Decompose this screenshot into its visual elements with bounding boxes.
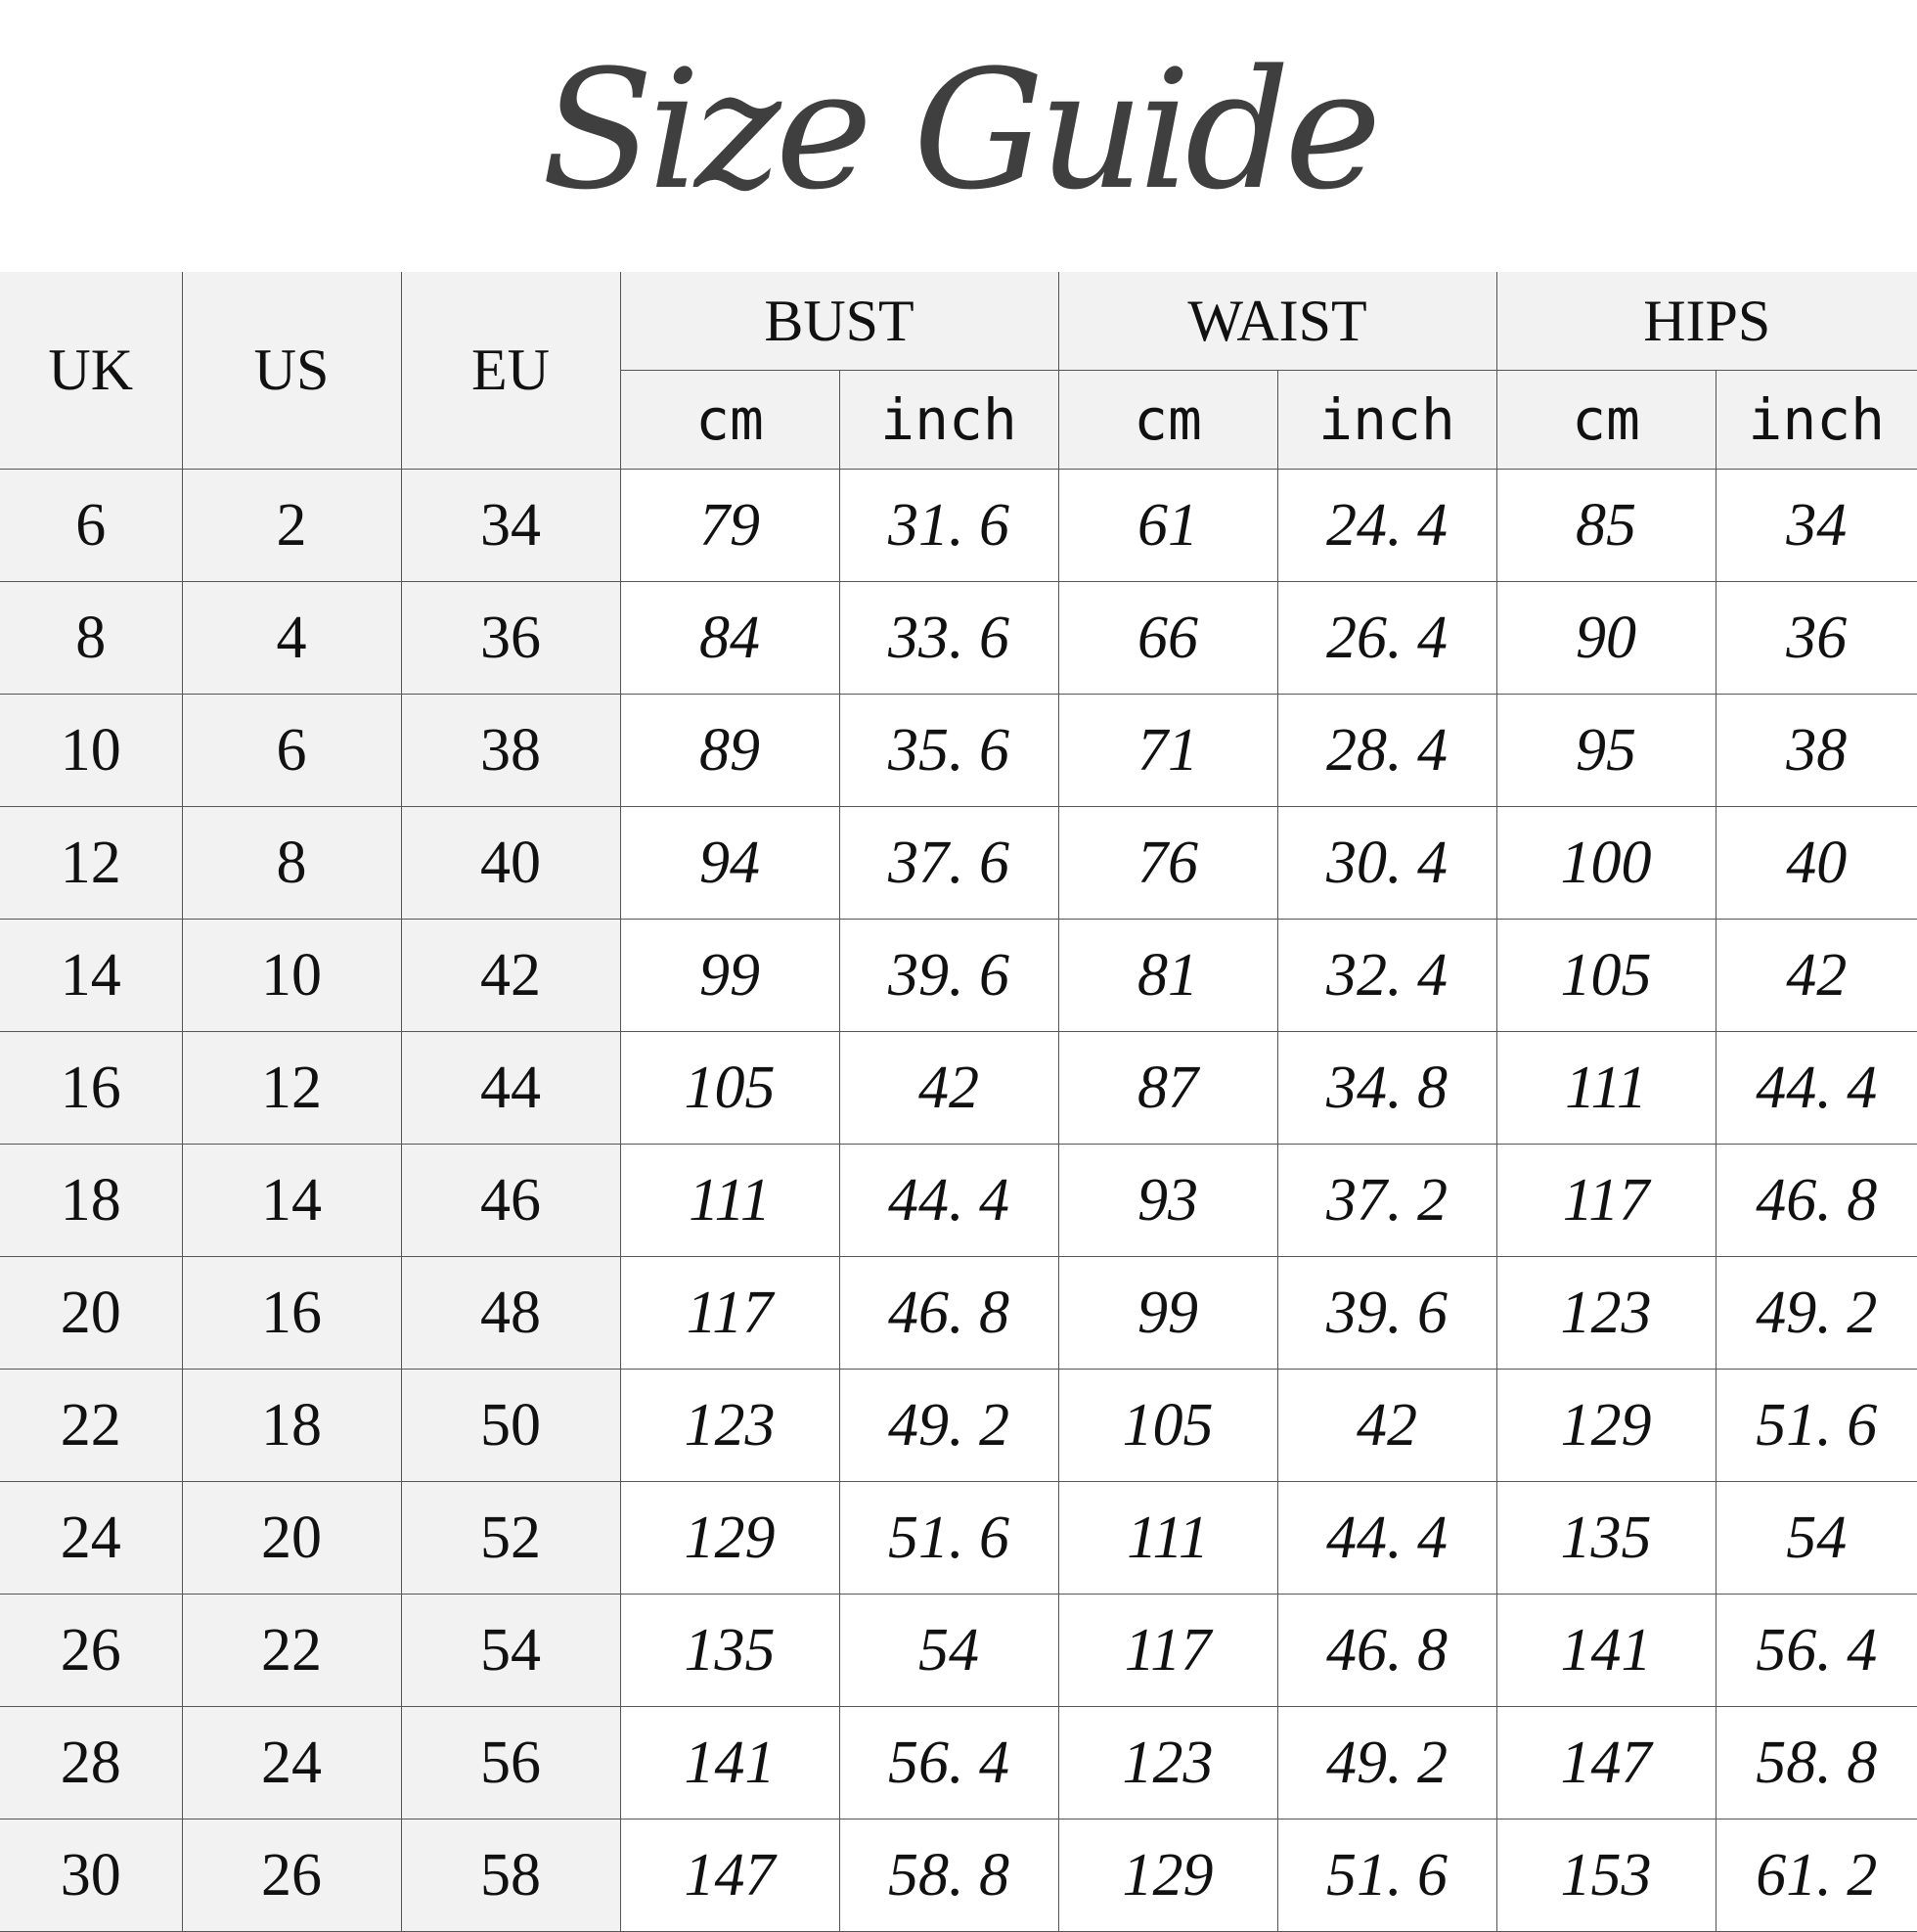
bust-cm-cell: 147 xyxy=(620,1820,839,1932)
uk-cell: 28 xyxy=(0,1707,182,1820)
hips-inch-cell: 58. 8 xyxy=(1716,1707,1917,1820)
waist-inch-cell: 26. 4 xyxy=(1277,582,1496,695)
uk-cell: 8 xyxy=(0,582,182,695)
hips-cm-cell: 129 xyxy=(1496,1370,1716,1482)
table-row xyxy=(0,1145,1917,1257)
hips-cm-cell: 90 xyxy=(1496,582,1716,695)
hips-cm-cell: 85 xyxy=(1496,470,1716,582)
eu-header: EU xyxy=(401,272,620,470)
waist-cm-cell: 71 xyxy=(1058,695,1277,807)
us-cell: 8 xyxy=(182,807,401,920)
hips-inch-cell: 38 xyxy=(1716,695,1917,807)
bust-inch-cell: 56. 4 xyxy=(839,1707,1058,1820)
header-row xyxy=(0,272,1917,371)
hips-cm-cell: 135 xyxy=(1496,1482,1716,1595)
waist-inch-cell: 51. 6 xyxy=(1277,1820,1496,1932)
waist-inch-cell: 24. 4 xyxy=(1277,470,1496,582)
waist-inch-header: inch xyxy=(1277,371,1496,470)
hips-inch-cell: 42 xyxy=(1716,920,1917,1032)
hips-cm-cell: 123 xyxy=(1496,1257,1716,1370)
us-cell: 22 xyxy=(182,1595,401,1707)
waist-inch-cell: 39. 6 xyxy=(1277,1257,1496,1370)
bust-cm-cell: 79 xyxy=(620,470,839,582)
us-cell: 18 xyxy=(182,1370,401,1482)
uk-cell: 18 xyxy=(0,1145,182,1257)
waist-header: WAIST xyxy=(1058,272,1496,371)
bust-inch-cell: 51. 6 xyxy=(839,1482,1058,1595)
uk-header: UK xyxy=(0,272,182,470)
waist-cm-header: cm xyxy=(1058,371,1277,470)
waist-inch-cell: 28. 4 xyxy=(1277,695,1496,807)
table-row xyxy=(0,1032,1917,1145)
hips-inch-header: inch xyxy=(1716,371,1917,470)
us-cell: 6 xyxy=(182,695,401,807)
bust-inch-header: inch xyxy=(839,371,1058,470)
us-cell: 4 xyxy=(182,582,401,695)
hips-inch-cell: 51. 6 xyxy=(1716,1370,1917,1482)
eu-cell: 52 xyxy=(401,1482,620,1595)
bust-inch-cell: 31. 6 xyxy=(839,470,1058,582)
eu-cell: 54 xyxy=(401,1595,620,1707)
hips-inch-cell: 46. 8 xyxy=(1716,1145,1917,1257)
uk-cell: 14 xyxy=(0,920,182,1032)
bust-cm-cell: 94 xyxy=(620,807,839,920)
bust-cm-cell: 129 xyxy=(620,1482,839,1595)
hips-inch-cell: 36 xyxy=(1716,582,1917,695)
eu-cell: 38 xyxy=(401,695,620,807)
hips-cm-cell: 105 xyxy=(1496,920,1716,1032)
bust-inch-cell: 58. 8 xyxy=(839,1820,1058,1932)
bust-cm-cell: 111 xyxy=(620,1145,839,1257)
bust-cm-header: cm xyxy=(620,371,839,470)
bust-cm-cell: 135 xyxy=(620,1595,839,1707)
waist-inch-cell: 34. 8 xyxy=(1277,1032,1496,1145)
eu-cell: 36 xyxy=(401,582,620,695)
bust-inch-cell: 42 xyxy=(839,1032,1058,1145)
hips-cm-cell: 153 xyxy=(1496,1820,1716,1932)
eu-cell: 46 xyxy=(401,1145,620,1257)
us-cell: 16 xyxy=(182,1257,401,1370)
bust-header: BUST xyxy=(620,272,1058,371)
uk-cell: 10 xyxy=(0,695,182,807)
table-row xyxy=(0,470,1917,582)
bust-inch-cell: 44. 4 xyxy=(839,1145,1058,1257)
hips-inch-cell: 34 xyxy=(1716,470,1917,582)
bust-cm-cell: 123 xyxy=(620,1370,839,1482)
eu-cell: 42 xyxy=(401,920,620,1032)
table-row xyxy=(0,1820,1917,1932)
waist-inch-cell: 37. 2 xyxy=(1277,1145,1496,1257)
table-row xyxy=(0,807,1917,920)
bust-cm-cell: 105 xyxy=(620,1032,839,1145)
bust-inch-cell: 33. 6 xyxy=(839,582,1058,695)
waist-inch-cell: 46. 8 xyxy=(1277,1595,1496,1707)
waist-cm-cell: 105 xyxy=(1058,1370,1277,1482)
waist-cm-cell: 117 xyxy=(1058,1595,1277,1707)
us-header: US xyxy=(182,272,401,470)
eu-cell: 50 xyxy=(401,1370,620,1482)
hips-cm-cell: 100 xyxy=(1496,807,1716,920)
hips-cm-cell: 147 xyxy=(1496,1707,1716,1820)
size-chart-table xyxy=(0,272,1917,1932)
bust-inch-cell: 46. 8 xyxy=(839,1257,1058,1370)
bust-inch-cell: 37. 6 xyxy=(839,807,1058,920)
waist-inch-cell: 44. 4 xyxy=(1277,1482,1496,1595)
hips-inch-cell: 61. 2 xyxy=(1716,1820,1917,1932)
bust-cm-cell: 99 xyxy=(620,920,839,1032)
waist-inch-cell: 42 xyxy=(1277,1370,1496,1482)
bust-cm-cell: 117 xyxy=(620,1257,839,1370)
hips-inch-cell: 49. 2 xyxy=(1716,1257,1917,1370)
table-row xyxy=(0,920,1917,1032)
table-row xyxy=(0,582,1917,695)
us-cell: 12 xyxy=(182,1032,401,1145)
eu-cell: 58 xyxy=(401,1820,620,1932)
waist-cm-cell: 99 xyxy=(1058,1257,1277,1370)
eu-cell: 56 xyxy=(401,1707,620,1820)
hips-inch-cell: 56. 4 xyxy=(1716,1595,1917,1707)
us-cell: 20 xyxy=(182,1482,401,1595)
table-row xyxy=(0,1370,1917,1482)
uk-cell: 6 xyxy=(0,470,182,582)
table-row xyxy=(0,1595,1917,1707)
us-cell: 24 xyxy=(182,1707,401,1820)
uk-cell: 20 xyxy=(0,1257,182,1370)
hips-cm-cell: 117 xyxy=(1496,1145,1716,1257)
hips-cm-header: cm xyxy=(1496,371,1716,470)
hips-cm-cell: 111 xyxy=(1496,1032,1716,1145)
eu-cell: 40 xyxy=(401,807,620,920)
title-area xyxy=(0,0,1917,272)
eu-cell: 48 xyxy=(401,1257,620,1370)
hips-cm-cell: 95 xyxy=(1496,695,1716,807)
waist-cm-cell: 123 xyxy=(1058,1707,1277,1820)
uk-cell: 16 xyxy=(0,1032,182,1145)
waist-cm-cell: 87 xyxy=(1058,1032,1277,1145)
uk-cell: 24 xyxy=(0,1482,182,1595)
bust-inch-cell: 39. 6 xyxy=(839,920,1058,1032)
page-title: Size Guide xyxy=(541,34,1376,226)
table-row xyxy=(0,1707,1917,1820)
bust-inch-cell: 35. 6 xyxy=(839,695,1058,807)
waist-cm-cell: 111 xyxy=(1058,1482,1277,1595)
bust-cm-cell: 141 xyxy=(620,1707,839,1820)
table-row xyxy=(0,1482,1917,1595)
waist-cm-cell: 66 xyxy=(1058,582,1277,695)
table-row xyxy=(0,1257,1917,1370)
table-row xyxy=(0,695,1917,807)
waist-cm-cell: 76 xyxy=(1058,807,1277,920)
hips-header: HIPS xyxy=(1496,272,1917,371)
hips-inch-cell: 40 xyxy=(1716,807,1917,920)
eu-cell: 34 xyxy=(401,470,620,582)
table-body xyxy=(0,470,1917,1932)
waist-cm-cell: 61 xyxy=(1058,470,1277,582)
hips-cm-cell: 141 xyxy=(1496,1595,1716,1707)
us-cell: 26 xyxy=(182,1820,401,1932)
waist-cm-cell: 93 xyxy=(1058,1145,1277,1257)
waist-inch-cell: 49. 2 xyxy=(1277,1707,1496,1820)
us-cell: 2 xyxy=(182,470,401,582)
waist-cm-cell: 81 xyxy=(1058,920,1277,1032)
hips-inch-cell: 54 xyxy=(1716,1482,1917,1595)
bust-inch-cell: 54 xyxy=(839,1595,1058,1707)
bust-cm-cell: 84 xyxy=(620,582,839,695)
bust-inch-cell: 49. 2 xyxy=(839,1370,1058,1482)
uk-cell: 22 xyxy=(0,1370,182,1482)
waist-inch-cell: 32. 4 xyxy=(1277,920,1496,1032)
bust-cm-cell: 89 xyxy=(620,695,839,807)
us-cell: 14 xyxy=(182,1145,401,1257)
uk-cell: 12 xyxy=(0,807,182,920)
us-cell: 10 xyxy=(182,920,401,1032)
eu-cell: 44 xyxy=(401,1032,620,1145)
waist-inch-cell: 30. 4 xyxy=(1277,807,1496,920)
uk-cell: 26 xyxy=(0,1595,182,1707)
waist-cm-cell: 129 xyxy=(1058,1820,1277,1932)
uk-cell: 30 xyxy=(0,1820,182,1932)
hips-inch-cell: 44. 4 xyxy=(1716,1032,1917,1145)
